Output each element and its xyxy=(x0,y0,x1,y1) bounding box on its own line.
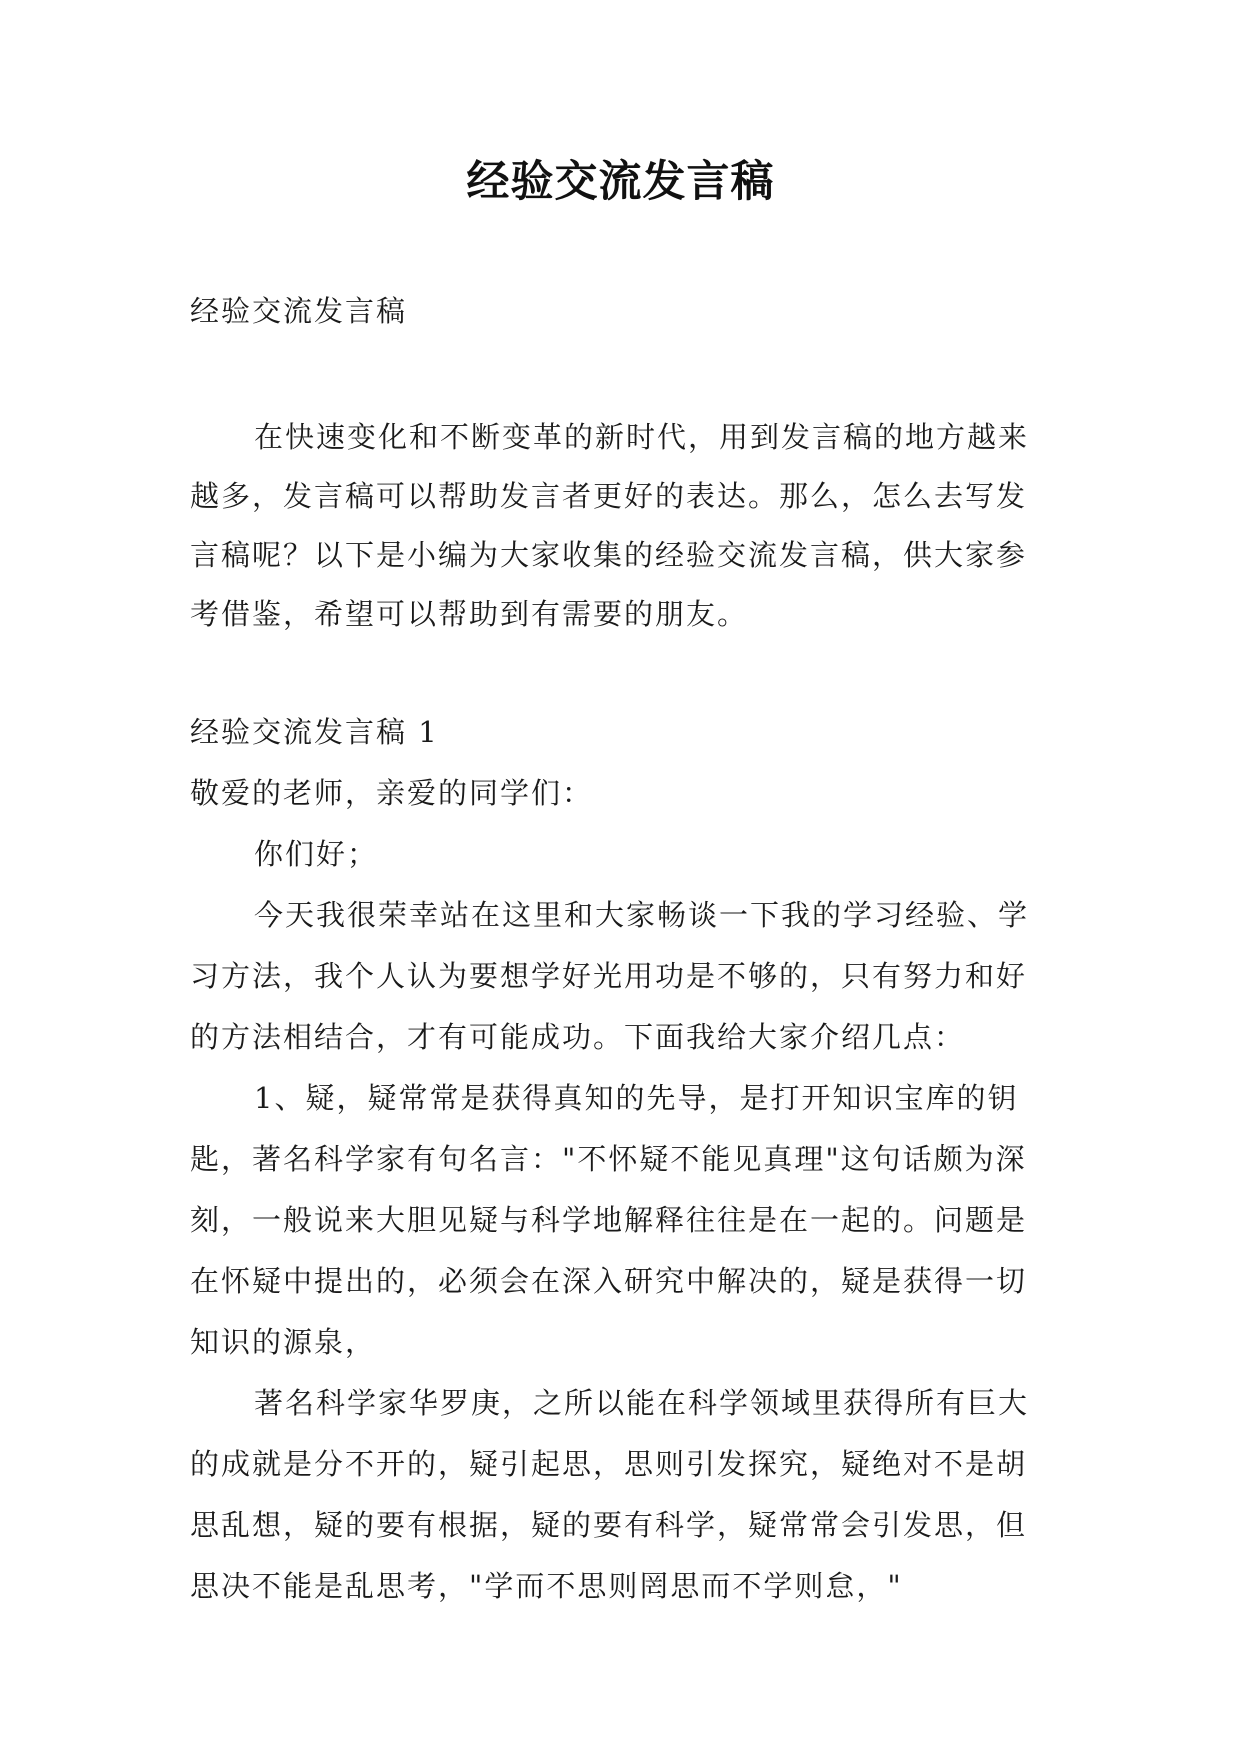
document-subtitle: 经验交流发言稿 xyxy=(190,294,408,328)
speech-body xyxy=(190,702,1050,1617)
body-paragraph: 1、疑，疑常常是获得真知的先导，是打开知识宝库的钥匙，著名科学家有句名言："不怀疑不能见真理"这句话颇为深刻，一般说来大胆见疑与科学地解释往往是在一起的。问题是在怀疑中提出的，必须会在深入研究中解决的，疑是获得一切知识的源泉， xyxy=(190,1081,1028,1359)
intro-paragraph: 在快速变化和不断变革的新时代，用到发言稿的地方越来越多，发言稿可以帮助发言者更好的表达。那么，怎么去写发言稿呢？以下是小编为大家收集的经验交流发言稿，供大家参考借鉴，希望可以帮助到有需要的朋友。 xyxy=(190,420,1030,631)
body-paragraph: 著名科学家华罗庚，之所以能在科学领域里获得所有巨大的成就是分不开的，疑引起思，思则引发探究，疑绝对不是胡思乱想，疑的要有根据，疑的要有科学，疑常常会引发思，但思决不能是乱思考，"学而不思则罔思而不学则怠，" xyxy=(190,1386,1030,1603)
section-heading: 经验交流发言稿 1 xyxy=(190,715,439,749)
body-paragraph: 今天我很荣幸站在这里和大家畅谈一下我的学习经验、学习方法，我个人认为要想学好光用功是不够的，只有努力和好的方法相结合，才有可能成功。下面我给大家介绍几点： xyxy=(190,898,1030,1054)
body-paragraph: 你们好； xyxy=(254,837,379,871)
salutation: 敬爱的老师，亲爱的同学们： xyxy=(190,776,594,810)
document-title: 经验交流发言稿 xyxy=(466,157,775,207)
